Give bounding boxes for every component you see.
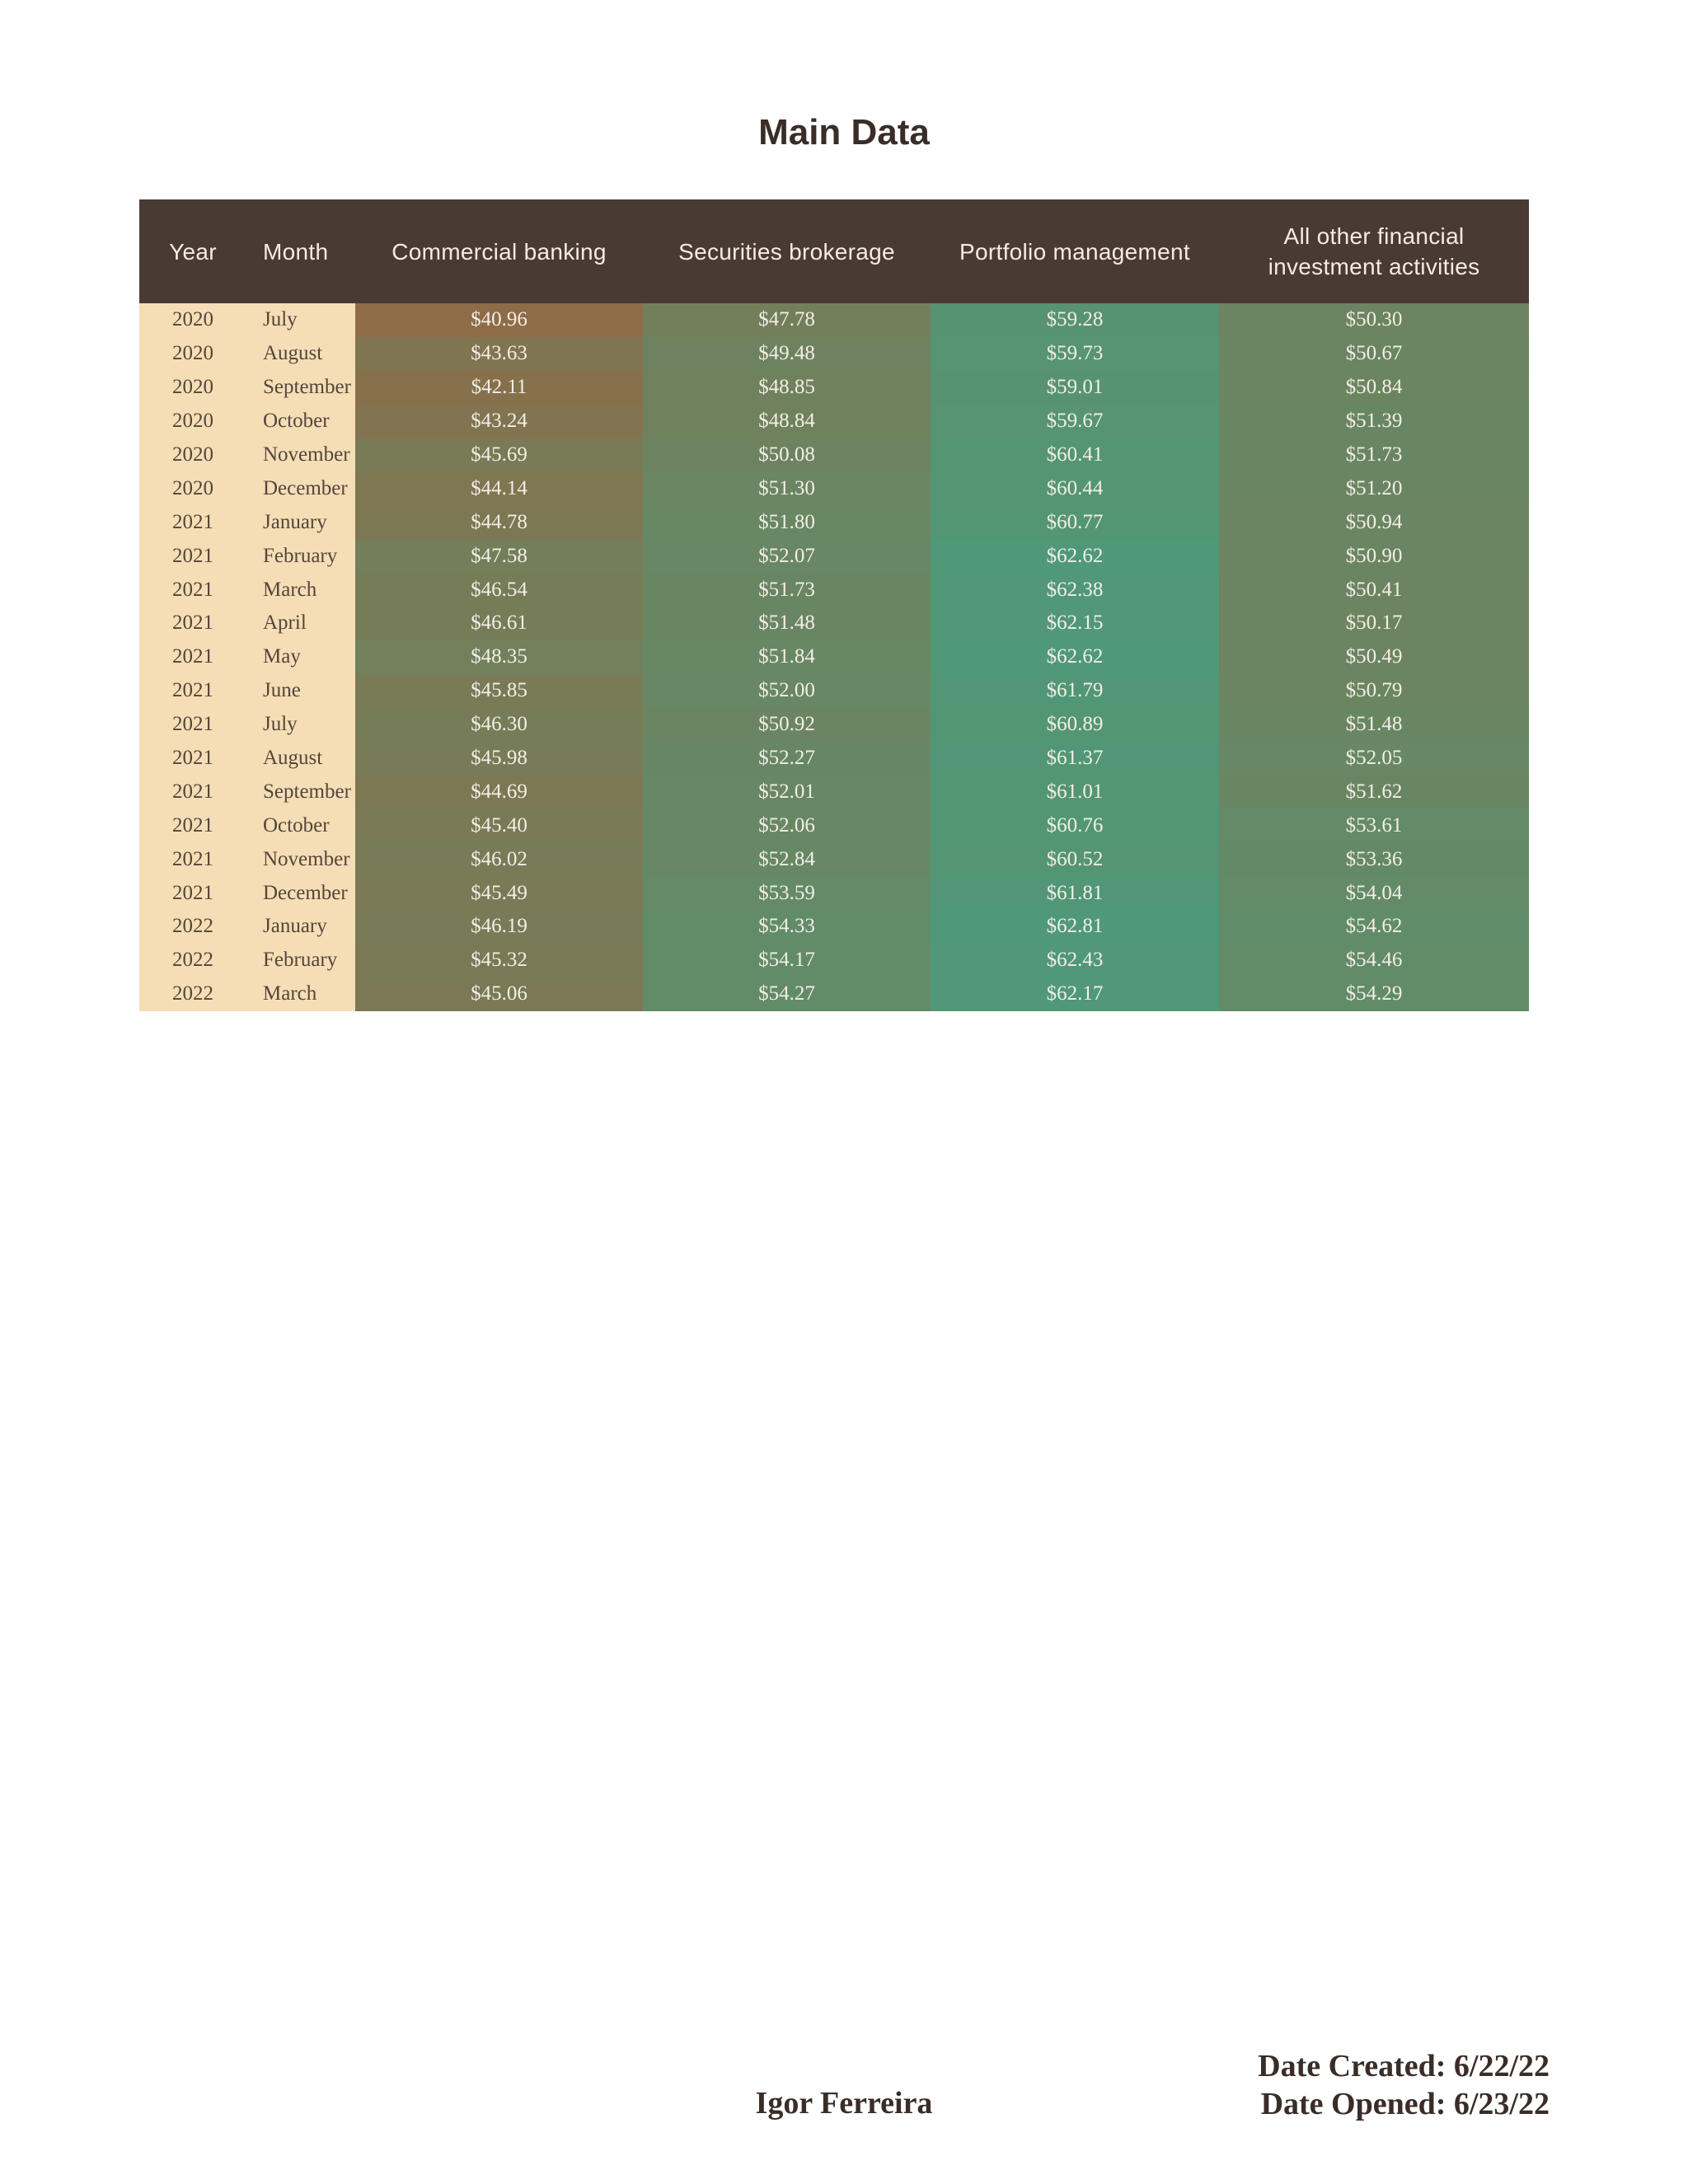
table-row: [139, 337, 1529, 371]
table-body: [139, 303, 1529, 1011]
cell-year[interactable]: 2021: [139, 708, 246, 742]
column-header-securities-brokerage[interactable]: Securities brokerage: [643, 199, 931, 303]
footer-dates: [1258, 2047, 1550, 2123]
cell-year[interactable]: 2022: [139, 944, 246, 977]
cell-securities-brokerage[interactable]: $51.84: [643, 640, 931, 674]
cell-commercial-banking[interactable]: $46.19: [355, 910, 643, 944]
date-created: Date Created: 6/22/22: [1258, 2049, 1550, 2083]
cell-portfolio-management[interactable]: $61.79: [931, 674, 1219, 708]
cell-year[interactable]: 2021: [139, 674, 246, 708]
cell-commercial-banking[interactable]: $46.30: [355, 708, 643, 742]
cell-year[interactable]: 2021: [139, 842, 246, 876]
cell-securities-brokerage[interactable]: $50.92: [643, 708, 931, 742]
cell-month[interactable]: March: [246, 573, 355, 607]
table-row: [139, 405, 1529, 438]
cell-all-other-financial[interactable]: $51.48: [1219, 708, 1529, 742]
cell-year[interactable]: 2020: [139, 303, 246, 337]
cell-portfolio-management[interactable]: $60.89: [931, 708, 1219, 742]
cell-all-other-financial[interactable]: $52.05: [1219, 742, 1529, 776]
cell-all-other-financial[interactable]: $50.84: [1219, 371, 1529, 405]
cell-commercial-banking[interactable]: $45.06: [355, 977, 643, 1011]
cell-year[interactable]: 2020: [139, 438, 246, 472]
cell-month[interactable]: February: [246, 944, 355, 977]
cell-commercial-banking[interactable]: $45.85: [355, 674, 643, 708]
column-header-commercial-banking[interactable]: Commercial banking: [355, 199, 643, 303]
cell-commercial-banking[interactable]: $42.11: [355, 371, 643, 405]
cell-commercial-banking[interactable]: $44.69: [355, 775, 643, 808]
cell-month[interactable]: February: [246, 539, 355, 573]
cell-commercial-banking[interactable]: $43.24: [355, 405, 643, 438]
cell-portfolio-management[interactable]: $62.15: [931, 607, 1219, 640]
cell-year[interactable]: 2022: [139, 910, 246, 944]
cell-all-other-financial[interactable]: $50.79: [1219, 674, 1529, 708]
cell-all-other-financial[interactable]: $51.39: [1219, 405, 1529, 438]
cell-portfolio-management[interactable]: $60.41: [931, 438, 1219, 472]
cell-year[interactable]: 2021: [139, 775, 246, 808]
cell-portfolio-management[interactable]: $60.44: [931, 471, 1219, 505]
table-row: [139, 640, 1529, 674]
cell-securities-brokerage[interactable]: $48.84: [643, 405, 931, 438]
column-header-other-line1: All other financial: [1283, 223, 1465, 249]
table-row: [139, 775, 1529, 808]
cell-month[interactable]: November: [246, 842, 355, 876]
table-row: [139, 438, 1529, 472]
cell-commercial-banking[interactable]: $44.14: [355, 471, 643, 505]
cell-commercial-banking[interactable]: $40.96: [355, 303, 643, 337]
cell-year[interactable]: 2021: [139, 607, 246, 640]
cell-month[interactable]: March: [246, 977, 355, 1011]
page-title: Main Data: [758, 112, 930, 152]
cell-commercial-banking[interactable]: $46.02: [355, 842, 643, 876]
cell-all-other-financial[interactable]: $54.62: [1219, 910, 1529, 944]
table-row: [139, 371, 1529, 405]
cell-portfolio-management[interactable]: $59.73: [931, 337, 1219, 371]
cell-month[interactable]: December: [246, 471, 355, 505]
cell-securities-brokerage[interactable]: $49.48: [643, 337, 931, 371]
column-header-all-other-financial[interactable]: [1219, 199, 1529, 303]
cell-all-other-financial[interactable]: $51.73: [1219, 438, 1529, 472]
cell-portfolio-management[interactable]: $60.52: [931, 842, 1219, 876]
cell-securities-brokerage[interactable]: $54.27: [643, 977, 931, 1011]
table-header: [139, 199, 1529, 303]
table-row: [139, 977, 1529, 1011]
cell-year[interactable]: 2020: [139, 471, 246, 505]
cell-all-other-financial[interactable]: $54.04: [1219, 876, 1529, 910]
cell-securities-brokerage[interactable]: $54.17: [643, 944, 931, 977]
table-row: [139, 471, 1529, 505]
cell-commercial-banking[interactable]: $44.78: [355, 505, 643, 539]
cell-portfolio-management[interactable]: $59.28: [931, 303, 1219, 337]
cell-securities-brokerage[interactable]: $52.27: [643, 742, 931, 776]
cell-month[interactable]: May: [246, 640, 355, 674]
cell-all-other-financial[interactable]: $50.49: [1219, 640, 1529, 674]
cell-securities-brokerage[interactable]: $54.33: [643, 910, 931, 944]
cell-securities-brokerage[interactable]: $51.30: [643, 471, 931, 505]
cell-year[interactable]: 2021: [139, 505, 246, 539]
column-header-other-line2: investment activities: [1268, 254, 1480, 279]
cell-commercial-banking[interactable]: $46.54: [355, 573, 643, 607]
cell-month[interactable]: April: [246, 607, 355, 640]
cell-year[interactable]: 2021: [139, 539, 246, 573]
table-row: [139, 708, 1529, 742]
cell-portfolio-management[interactable]: $62.17: [931, 977, 1219, 1011]
cell-all-other-financial[interactable]: $53.61: [1219, 808, 1529, 842]
cell-year[interactable]: 2020: [139, 371, 246, 405]
cell-securities-brokerage[interactable]: $51.80: [643, 505, 931, 539]
table-row: [139, 808, 1529, 842]
cell-all-other-financial[interactable]: $50.30: [1219, 303, 1529, 337]
cell-portfolio-management[interactable]: $59.01: [931, 371, 1219, 405]
cell-all-other-financial[interactable]: $50.67: [1219, 337, 1529, 371]
cell-month[interactable]: October: [246, 808, 355, 842]
cell-year[interactable]: 2020: [139, 405, 246, 438]
cell-month[interactable]: July: [246, 303, 355, 337]
cell-securities-brokerage[interactable]: $52.06: [643, 808, 931, 842]
table-row: [139, 910, 1529, 944]
table-row: [139, 742, 1529, 776]
cell-month[interactable]: September: [246, 775, 355, 808]
cell-all-other-financial[interactable]: $54.46: [1219, 944, 1529, 977]
cell-month[interactable]: October: [246, 405, 355, 438]
cell-securities-brokerage[interactable]: $47.78: [643, 303, 931, 337]
cell-portfolio-management[interactable]: $62.62: [931, 640, 1219, 674]
cell-all-other-financial[interactable]: $53.36: [1219, 842, 1529, 876]
cell-commercial-banking[interactable]: $46.61: [355, 607, 643, 640]
cell-commercial-banking[interactable]: $45.49: [355, 876, 643, 910]
column-header-month[interactable]: Month: [246, 199, 355, 303]
cell-month[interactable]: August: [246, 742, 355, 776]
header-row: [139, 199, 1529, 303]
table-row: [139, 876, 1529, 910]
table-row: [139, 674, 1529, 708]
date-opened: Date Opened: 6/23/22: [1260, 2087, 1550, 2121]
cell-year[interactable]: 2021: [139, 876, 246, 910]
cell-year[interactable]: 2021: [139, 573, 246, 607]
cell-securities-brokerage[interactable]: $52.01: [643, 775, 931, 808]
cell-year[interactable]: 2022: [139, 977, 246, 1011]
cell-portfolio-management[interactable]: $60.77: [931, 505, 1219, 539]
cell-securities-brokerage[interactable]: $52.84: [643, 842, 931, 876]
table-row: [139, 607, 1529, 640]
cell-month[interactable]: September: [246, 371, 355, 405]
cell-commercial-banking[interactable]: $45.69: [355, 438, 643, 472]
cell-all-other-financial[interactable]: $50.94: [1219, 505, 1529, 539]
cell-securities-brokerage[interactable]: $52.07: [643, 539, 931, 573]
cell-commercial-banking[interactable]: $45.40: [355, 808, 643, 842]
footer-author: Igor Ferreira: [755, 2086, 933, 2121]
cell-securities-brokerage[interactable]: $52.00: [643, 674, 931, 708]
cell-securities-brokerage[interactable]: $48.85: [643, 371, 931, 405]
cell-year[interactable]: 2021: [139, 640, 246, 674]
cell-year[interactable]: 2020: [139, 337, 246, 371]
table-row: [139, 539, 1529, 573]
cell-securities-brokerage[interactable]: $53.59: [643, 876, 931, 910]
table-row: [139, 505, 1529, 539]
cell-portfolio-management[interactable]: $61.01: [931, 775, 1219, 808]
cell-portfolio-management[interactable]: $61.81: [931, 876, 1219, 910]
table-row: [139, 303, 1529, 337]
cell-portfolio-management[interactable]: $62.38: [931, 573, 1219, 607]
cell-securities-brokerage[interactable]: $51.48: [643, 607, 931, 640]
cell-securities-brokerage[interactable]: $50.08: [643, 438, 931, 472]
cell-month[interactable]: January: [246, 910, 355, 944]
cell-month[interactable]: August: [246, 337, 355, 371]
table-row: [139, 944, 1529, 977]
cell-portfolio-management[interactable]: $60.76: [931, 808, 1219, 842]
cell-commercial-banking[interactable]: $45.32: [355, 944, 643, 977]
cell-portfolio-management[interactable]: $62.43: [931, 944, 1219, 977]
cell-month[interactable]: July: [246, 708, 355, 742]
cell-month[interactable]: November: [246, 438, 355, 472]
cell-all-other-financial[interactable]: $54.29: [1219, 977, 1529, 1011]
cell-portfolio-management[interactable]: $59.67: [931, 405, 1219, 438]
data-table: [139, 199, 1529, 1011]
cell-all-other-financial[interactable]: $51.62: [1219, 775, 1529, 808]
column-header-portfolio-management[interactable]: Portfolio management: [931, 199, 1219, 303]
column-header-year[interactable]: Year: [139, 199, 246, 303]
cell-securities-brokerage[interactable]: $51.73: [643, 573, 931, 607]
cell-month[interactable]: December: [246, 876, 355, 910]
cell-portfolio-management[interactable]: $62.62: [931, 539, 1219, 573]
cell-month[interactable]: June: [246, 674, 355, 708]
cell-year[interactable]: 2021: [139, 742, 246, 776]
cell-commercial-banking[interactable]: $47.58: [355, 539, 643, 573]
table-row: [139, 842, 1529, 876]
cell-commercial-banking[interactable]: $48.35: [355, 640, 643, 674]
cell-year[interactable]: 2021: [139, 808, 246, 842]
table-row: [139, 573, 1529, 607]
cell-portfolio-management[interactable]: $62.81: [931, 910, 1219, 944]
cell-commercial-banking[interactable]: $43.63: [355, 337, 643, 371]
cell-commercial-banking[interactable]: $45.98: [355, 742, 643, 776]
cell-all-other-financial[interactable]: $50.90: [1219, 539, 1529, 573]
cell-portfolio-management[interactable]: $61.37: [931, 742, 1219, 776]
cell-month[interactable]: January: [246, 505, 355, 539]
cell-all-other-financial[interactable]: $51.20: [1219, 471, 1529, 505]
cell-all-other-financial[interactable]: $50.41: [1219, 573, 1529, 607]
cell-all-other-financial[interactable]: $50.17: [1219, 607, 1529, 640]
